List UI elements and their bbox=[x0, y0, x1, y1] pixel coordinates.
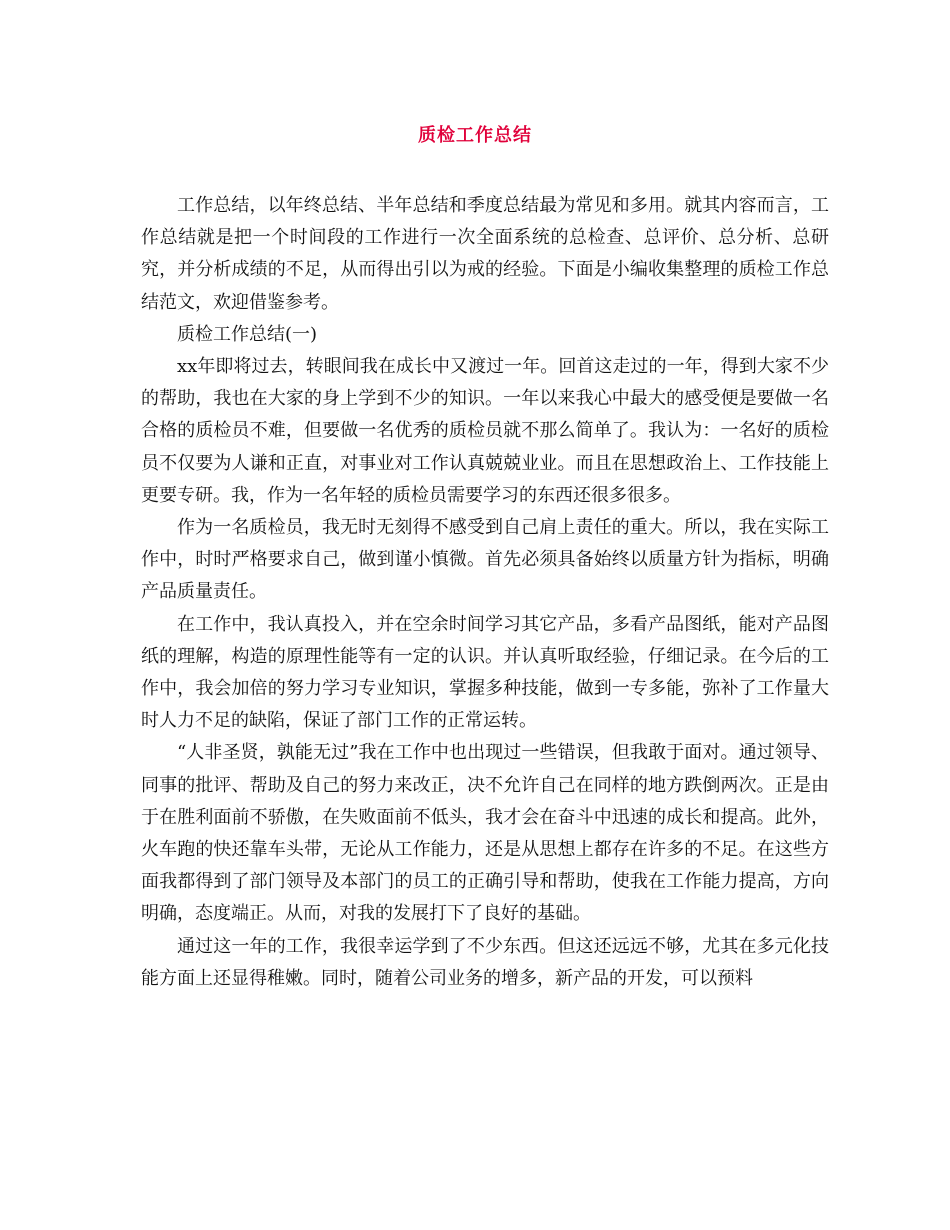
paragraph-intro: 工作总结，以年终总结、半年总结和季度总结最为常见和多用。就其内容而言，工作总结就是把一个时间段的工作进行一次全面系统的总检查、总评价、总分析、总研究，并分析成绩的不足，从而得出引以为戒的经验。下面是小编收集整理的质检工作总结范文，欢迎借鉴参考。 bbox=[141, 195, 829, 313]
section-heading: 质检工作总结(一) bbox=[177, 323, 318, 345]
document-body bbox=[141, 190, 829, 995]
paragraph: xx年即将过去，转眼间我在成长中又渡过一年。回首这走过的一年，得到大家不少的帮助，我也在大家的身上学到不少的知识。一年以来我心中最大的感受便是要做一名合格的质检员不难，但要做一名优秀的质检员就不那么简单了。我认为：一名好的质检员不仅要为人谦和正直，对事业对工作认真兢兢业业。而且在思想政治上、工作技能上更要专研。我，作为一名年轻的质检员需要学习的东西还很多很多。 bbox=[141, 356, 829, 506]
paragraph: 通过这一年的工作，我很幸运学到了不少东西。但这还远远不够，尤其在多元化技能方面上还显得稚嫩。同时，随着公司业务的增多，新产品的开发，可以预料 bbox=[141, 935, 829, 989]
paragraph: “人非圣贤，孰能无过”我在工作中也出现过一些错误，但我敢于面对。通过领导、同事的批评、帮助及自己的努力来改正，决不允许自己在同样的地方跌倒两次。正是由于在胜利面前不骄傲，在失败面前不低头，我才会在奋斗中迅速的成长和提高。此外，火车跑的快还靠车头带，无论从工作能力，还是从思想上都存在许多的不足。在这些方面我都得到了部门领导及本部门的员工的正确引导和帮助，使我在工作能力提高，方向明确，态度端正。从而，对我的发展打下了良好的基础。 bbox=[141, 742, 829, 925]
document-title: 质检工作总结 bbox=[418, 125, 532, 146]
paragraph: 在工作中，我认真投入，并在空余时间学习其它产品，多看产品图纸，能对产品图纸的理解，构造的原理性能等有一定的认识。并认真听取经验，仔细记录。在今后的工作中，我会加倍的努力学习专业知识，掌握多种技能，做到一专多能，弥补了工作量大时人力不足的缺陷，保证了部门工作的正常运转。 bbox=[141, 613, 829, 732]
paragraph: 作为一名质检员，我无时无刻得不感受到自己肩上责任的重大。所以，我在实际工作中，时时严格要求自己，做到谨小慎微。首先必须具备始终以质量方针为指标，明确产品质量责任。 bbox=[141, 517, 829, 603]
